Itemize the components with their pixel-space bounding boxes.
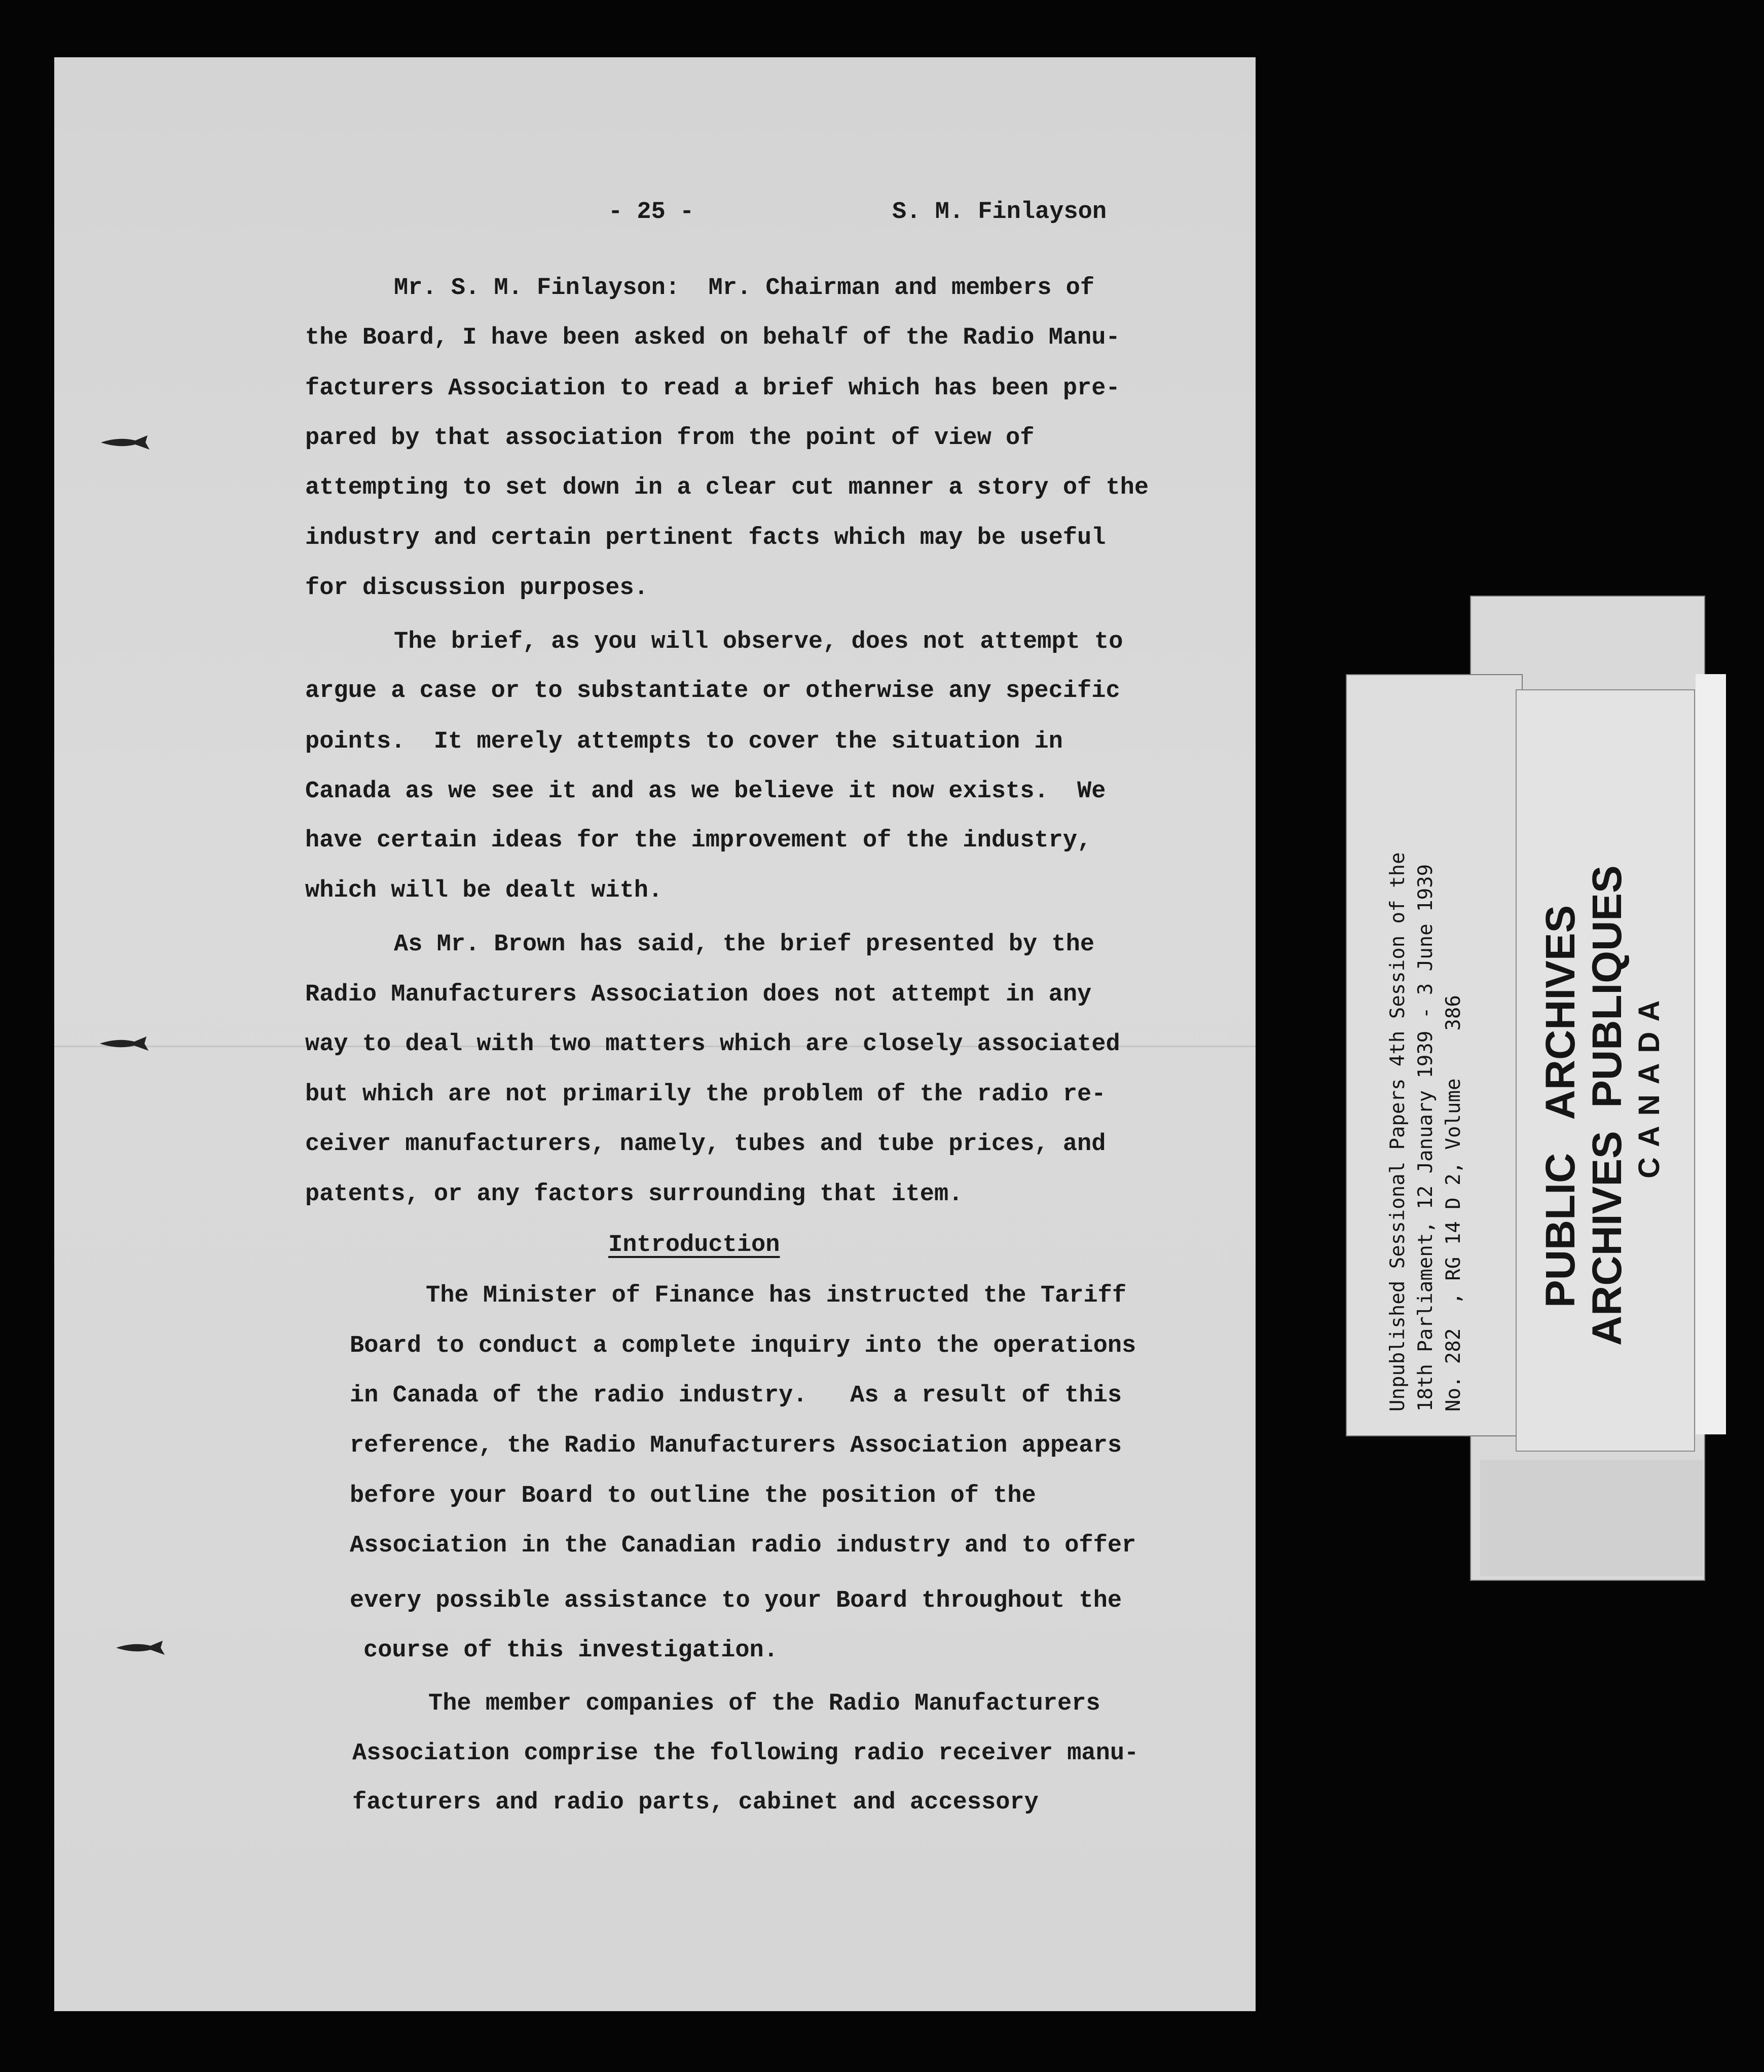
archive-citation-line: Unpublished Sessional Papers 4th Session of the [1386, 852, 1409, 1412]
section-heading: Introduction [608, 1232, 780, 1259]
text-line: Board to conduct a complete inquiry into the operations [350, 1333, 1136, 1359]
archive-citation-line: No. 282 , RG 14 D 2, Volume 386 [1442, 995, 1465, 1412]
text-line: Association comprise the following radio receiver manu- [352, 1740, 1139, 1767]
text-line: in Canada of the radio industry. As a result of this [350, 1382, 1122, 1409]
text-line: attempting to set down in a clear cut manner a story of the [305, 474, 1149, 501]
page-number: - 25 - [608, 199, 694, 226]
text-line: The brief, as you will observe, does not attempt to [394, 628, 1123, 655]
text-line: As Mr. Brown has said, the brief presented by the [394, 931, 1095, 958]
text-line: points. It merely attempts to cover the situation in [305, 728, 1063, 755]
text-line: argue a case or to substantiate or otherwise any specific [305, 678, 1120, 705]
text-line: the Board, I have been asked on behalf of the Radio Manu- [305, 324, 1120, 351]
text-line: reference, the Radio Manufacturers Association appears [350, 1432, 1122, 1459]
text-line: for discussion purposes. [305, 575, 648, 602]
text-line: industry and certain pertinent facts which may be useful [305, 525, 1106, 551]
text-line: have certain ideas for the improvement of the industry, [305, 827, 1092, 854]
speaker-header: S. M. Finlayson [892, 199, 1107, 226]
text-line: but which are not primarily the problem of the radio re- [305, 1081, 1106, 1108]
punch-hole-mark [114, 1638, 170, 1658]
archive-label-edge [1696, 674, 1726, 1434]
text-line: course of this investigation. [363, 1637, 778, 1664]
document-page [54, 57, 1256, 2011]
text-line: Canada as we see it and as we believe it now exists. We [305, 778, 1106, 805]
text-line: way to deal with two matters which are closely associated [305, 1031, 1120, 1058]
text-line: pared by that association from the point of view of [305, 425, 1035, 452]
text-line: Mr. S. M. Finlayson: Mr. Chairman and members of [394, 275, 1095, 302]
text-line: facturers Association to read a brief which has been pre- [305, 375, 1120, 402]
archive-name-english: PUBLIC ARCHIVES [1537, 905, 1584, 1308]
text-line: Radio Manufacturers Association does not attempt in any [305, 981, 1092, 1008]
text-line: before your Board to outline the position of the [350, 1483, 1036, 1509]
text-line: The Minister of Finance has instructed the Tariff [426, 1282, 1127, 1309]
text-line: The member companies of the Radio Manufacturers [428, 1690, 1100, 1717]
text-line: patents, or any factors surrounding that item. [305, 1181, 963, 1208]
text-line: every possible assistance to your Board throughout the [350, 1587, 1122, 1614]
text-line: Association in the Canadian radio industry and to offer [350, 1532, 1136, 1559]
text-line: facturers and radio parts, cabinet and accessory [352, 1789, 1039, 1816]
punch-hole-mark [98, 1033, 154, 1054]
archive-country: CANADA [1633, 990, 1666, 1178]
punch-hole-mark [99, 432, 155, 453]
text-line: which will be dealt with. [305, 877, 663, 904]
text-line: ceiver manufacturers, namely, tubes and tube prices, and [305, 1131, 1106, 1158]
archive-tag-bottom [1480, 1460, 1703, 1576]
archive-citation-line: 18th Parliament, 12 January 1939 - 3 June 1939 [1414, 864, 1437, 1412]
archive-name-french: ARCHIVES PUBLIQUES [1584, 865, 1630, 1346]
